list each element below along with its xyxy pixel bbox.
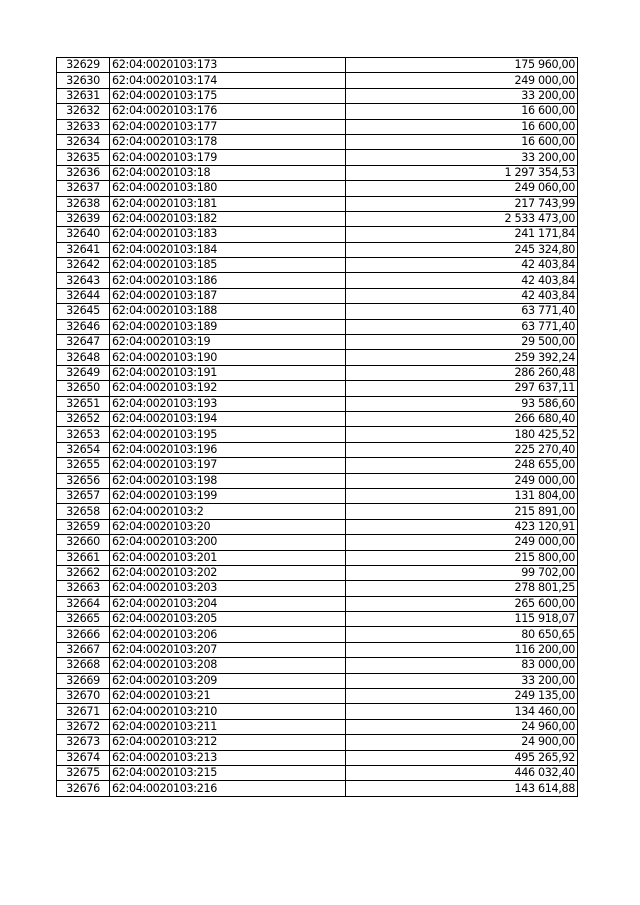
value-cell: 33 200,00 [346,88,578,103]
value-cell: 16 600,00 [346,119,578,134]
cadastral-number-cell: 62:04:0020103:205 [110,612,346,627]
row-number-cell: 32665 [57,612,110,627]
value-cell: 33 200,00 [346,150,578,165]
value-cell: 248 655,00 [346,458,578,473]
value-cell: 215 800,00 [346,550,578,565]
value-cell: 16 600,00 [346,134,578,149]
cadastral-number-cell: 62:04:0020103:20 [110,519,346,534]
row-number-cell: 32652 [57,411,110,426]
row-number-cell: 32673 [57,735,110,750]
value-cell: 175 960,00 [346,58,578,73]
cadastral-number-cell: 62:04:0020103:216 [110,781,346,796]
row-number-cell: 32637 [57,181,110,196]
value-cell: 115 918,07 [346,612,578,627]
row-number-cell: 32656 [57,473,110,488]
value-cell: 249 000,00 [346,473,578,488]
row-number-cell: 32672 [57,719,110,734]
row-number-cell: 32639 [57,211,110,226]
value-cell: 249 000,00 [346,73,578,88]
value-cell: 131 804,00 [346,488,578,503]
value-cell: 33 200,00 [346,673,578,688]
value-cell: 93 586,60 [346,396,578,411]
value-cell: 143 614,88 [346,781,578,796]
value-cell: 24 900,00 [346,735,578,750]
value-cell: 1 297 354,53 [346,165,578,180]
table-row [57,242,578,257]
row-number-cell: 32671 [57,704,110,719]
value-cell: 134 460,00 [346,704,578,719]
table-row [57,504,578,519]
table-row [57,73,578,88]
value-cell: 259 392,24 [346,350,578,365]
value-cell: 245 324,80 [346,242,578,257]
row-number-cell: 32663 [57,581,110,596]
table-row [57,565,578,580]
cadastral-number-cell: 62:04:0020103:175 [110,88,346,103]
value-cell: 29 500,00 [346,335,578,350]
value-cell: 42 403,84 [346,288,578,303]
cadastral-number-cell: 62:04:0020103:187 [110,288,346,303]
table-row [57,550,578,565]
table-row [57,427,578,442]
table-row [57,304,578,319]
cadastral-number-cell: 62:04:0020103:195 [110,427,346,442]
cadastral-number-cell: 62:04:0020103:199 [110,488,346,503]
row-number-cell: 32645 [57,304,110,319]
table-row [57,181,578,196]
table-row [57,596,578,611]
row-number-cell: 32658 [57,504,110,519]
table-row [57,535,578,550]
cadastral-number-cell: 62:04:0020103:208 [110,658,346,673]
cadastral-number-cell: 62:04:0020103:213 [110,750,346,765]
row-number-cell: 32650 [57,381,110,396]
table-row [57,735,578,750]
row-number-cell: 32648 [57,350,110,365]
cadastral-number-cell: 62:04:0020103:192 [110,381,346,396]
row-number-cell: 32651 [57,396,110,411]
value-cell: 215 891,00 [346,504,578,519]
cadastral-number-cell: 62:04:0020103:186 [110,273,346,288]
row-number-cell: 32647 [57,335,110,350]
cadastral-number-cell: 62:04:0020103:18 [110,165,346,180]
row-number-cell: 32670 [57,689,110,704]
row-number-cell: 32629 [57,58,110,73]
value-cell: 423 120,91 [346,519,578,534]
table-row [57,396,578,411]
table-row [57,642,578,657]
table-row [57,719,578,734]
cadastral-number-cell: 62:04:0020103:174 [110,73,346,88]
cadastral-number-cell: 62:04:0020103:196 [110,442,346,457]
value-cell: 495 265,92 [346,750,578,765]
table-row [57,150,578,165]
cadastral-number-cell: 62:04:0020103:202 [110,565,346,580]
value-cell: 266 680,40 [346,411,578,426]
cadastral-number-cell: 62:04:0020103:198 [110,473,346,488]
table-row [57,365,578,380]
value-cell: 63 771,40 [346,319,578,334]
cadastral-number-cell: 62:04:0020103:189 [110,319,346,334]
table-body [57,58,578,797]
table-row [57,288,578,303]
value-cell: 80 650,65 [346,627,578,642]
cadastral-number-cell: 62:04:0020103:182 [110,211,346,226]
cadastral-number-cell: 62:04:0020103:185 [110,258,346,273]
cadastral-number-cell: 62:04:0020103:181 [110,196,346,211]
row-number-cell: 32669 [57,673,110,688]
cadastral-number-cell: 62:04:0020103:190 [110,350,346,365]
table-row [57,165,578,180]
cadastral-number-cell: 62:04:0020103:178 [110,134,346,149]
cadastral-number-cell: 62:04:0020103:193 [110,396,346,411]
table-row [57,458,578,473]
value-cell: 16 600,00 [346,104,578,119]
row-number-cell: 32661 [57,550,110,565]
cadastral-number-cell: 62:04:0020103:179 [110,150,346,165]
table-row [57,196,578,211]
row-number-cell: 32666 [57,627,110,642]
table-row [57,88,578,103]
row-number-cell: 32640 [57,227,110,242]
row-number-cell: 32636 [57,165,110,180]
table-row [57,658,578,673]
row-number-cell: 32660 [57,535,110,550]
cadastral-number-cell: 62:04:0020103:200 [110,535,346,550]
cadastral-value-table [56,57,578,797]
table-row [57,473,578,488]
value-cell: 217 743,99 [346,196,578,211]
cadastral-number-cell: 62:04:0020103:177 [110,119,346,134]
row-number-cell: 32674 [57,750,110,765]
table-row [57,519,578,534]
row-number-cell: 32675 [57,765,110,780]
table-row [57,765,578,780]
cadastral-number-cell: 62:04:0020103:207 [110,642,346,657]
value-cell: 63 771,40 [346,304,578,319]
row-number-cell: 32654 [57,442,110,457]
table-row [57,350,578,365]
cadastral-number-cell: 62:04:0020103:184 [110,242,346,257]
value-cell: 297 637,11 [346,381,578,396]
cadastral-number-cell: 62:04:0020103:194 [110,411,346,426]
table-row [57,58,578,73]
row-number-cell: 32641 [57,242,110,257]
cadastral-number-cell: 62:04:0020103:215 [110,765,346,780]
table-row [57,227,578,242]
value-cell: 225 270,40 [346,442,578,457]
row-number-cell: 32630 [57,73,110,88]
cadastral-number-cell: 62:04:0020103:201 [110,550,346,565]
value-cell: 42 403,84 [346,273,578,288]
row-number-cell: 32638 [57,196,110,211]
cadastral-number-cell: 62:04:0020103:206 [110,627,346,642]
table-row [57,488,578,503]
table-row [57,750,578,765]
row-number-cell: 32631 [57,88,110,103]
row-number-cell: 32667 [57,642,110,657]
cadastral-number-cell: 62:04:0020103:188 [110,304,346,319]
cadastral-number-cell: 62:04:0020103:209 [110,673,346,688]
row-number-cell: 32634 [57,134,110,149]
row-number-cell: 32664 [57,596,110,611]
table-row [57,258,578,273]
value-cell: 278 801,25 [346,581,578,596]
row-number-cell: 32655 [57,458,110,473]
cadastral-number-cell: 62:04:0020103:183 [110,227,346,242]
table-row [57,411,578,426]
table-row [57,381,578,396]
table-row [57,442,578,457]
row-number-cell: 32644 [57,288,110,303]
table-row [57,211,578,226]
cadastral-number-cell: 62:04:0020103:176 [110,104,346,119]
cadastral-number-cell: 62:04:0020103:180 [110,181,346,196]
table-row [57,689,578,704]
value-cell: 249 060,00 [346,181,578,196]
cadastral-number-cell: 62:04:0020103:19 [110,335,346,350]
value-cell: 446 032,40 [346,765,578,780]
table-row [57,673,578,688]
cadastral-number-cell: 62:04:0020103:203 [110,581,346,596]
row-number-cell: 32643 [57,273,110,288]
row-number-cell: 32649 [57,365,110,380]
table-row [57,704,578,719]
value-cell: 2 533 473,00 [346,211,578,226]
table-row [57,104,578,119]
table-row [57,119,578,134]
value-cell: 83 000,00 [346,658,578,673]
row-number-cell: 32668 [57,658,110,673]
table-row [57,612,578,627]
table-row [57,627,578,642]
table-row [57,319,578,334]
value-cell: 265 600,00 [346,596,578,611]
cadastral-number-cell: 62:04:0020103:173 [110,58,346,73]
value-cell: 24 960,00 [346,719,578,734]
cadastral-number-cell: 62:04:0020103:211 [110,719,346,734]
cadastral-number-cell: 62:04:0020103:210 [110,704,346,719]
row-number-cell: 32657 [57,488,110,503]
value-cell: 286 260,48 [346,365,578,380]
row-number-cell: 32662 [57,565,110,580]
value-cell: 180 425,52 [346,427,578,442]
table-row [57,335,578,350]
cadastral-number-cell: 62:04:0020103:212 [110,735,346,750]
table-row [57,134,578,149]
value-cell: 116 200,00 [346,642,578,657]
cadastral-number-cell: 62:04:0020103:2 [110,504,346,519]
value-cell: 241 171,84 [346,227,578,242]
value-cell: 99 702,00 [346,565,578,580]
cadastral-number-cell: 62:04:0020103:21 [110,689,346,704]
value-cell: 249 000,00 [346,535,578,550]
table-row [57,273,578,288]
value-cell: 42 403,84 [346,258,578,273]
row-number-cell: 32635 [57,150,110,165]
row-number-cell: 32653 [57,427,110,442]
row-number-cell: 32633 [57,119,110,134]
table-row [57,781,578,796]
cadastral-number-cell: 62:04:0020103:197 [110,458,346,473]
cadastral-number-cell: 62:04:0020103:204 [110,596,346,611]
table-row [57,581,578,596]
row-number-cell: 32659 [57,519,110,534]
row-number-cell: 32646 [57,319,110,334]
row-number-cell: 32676 [57,781,110,796]
value-cell: 249 135,00 [346,689,578,704]
row-number-cell: 32642 [57,258,110,273]
row-number-cell: 32632 [57,104,110,119]
cadastral-number-cell: 62:04:0020103:191 [110,365,346,380]
